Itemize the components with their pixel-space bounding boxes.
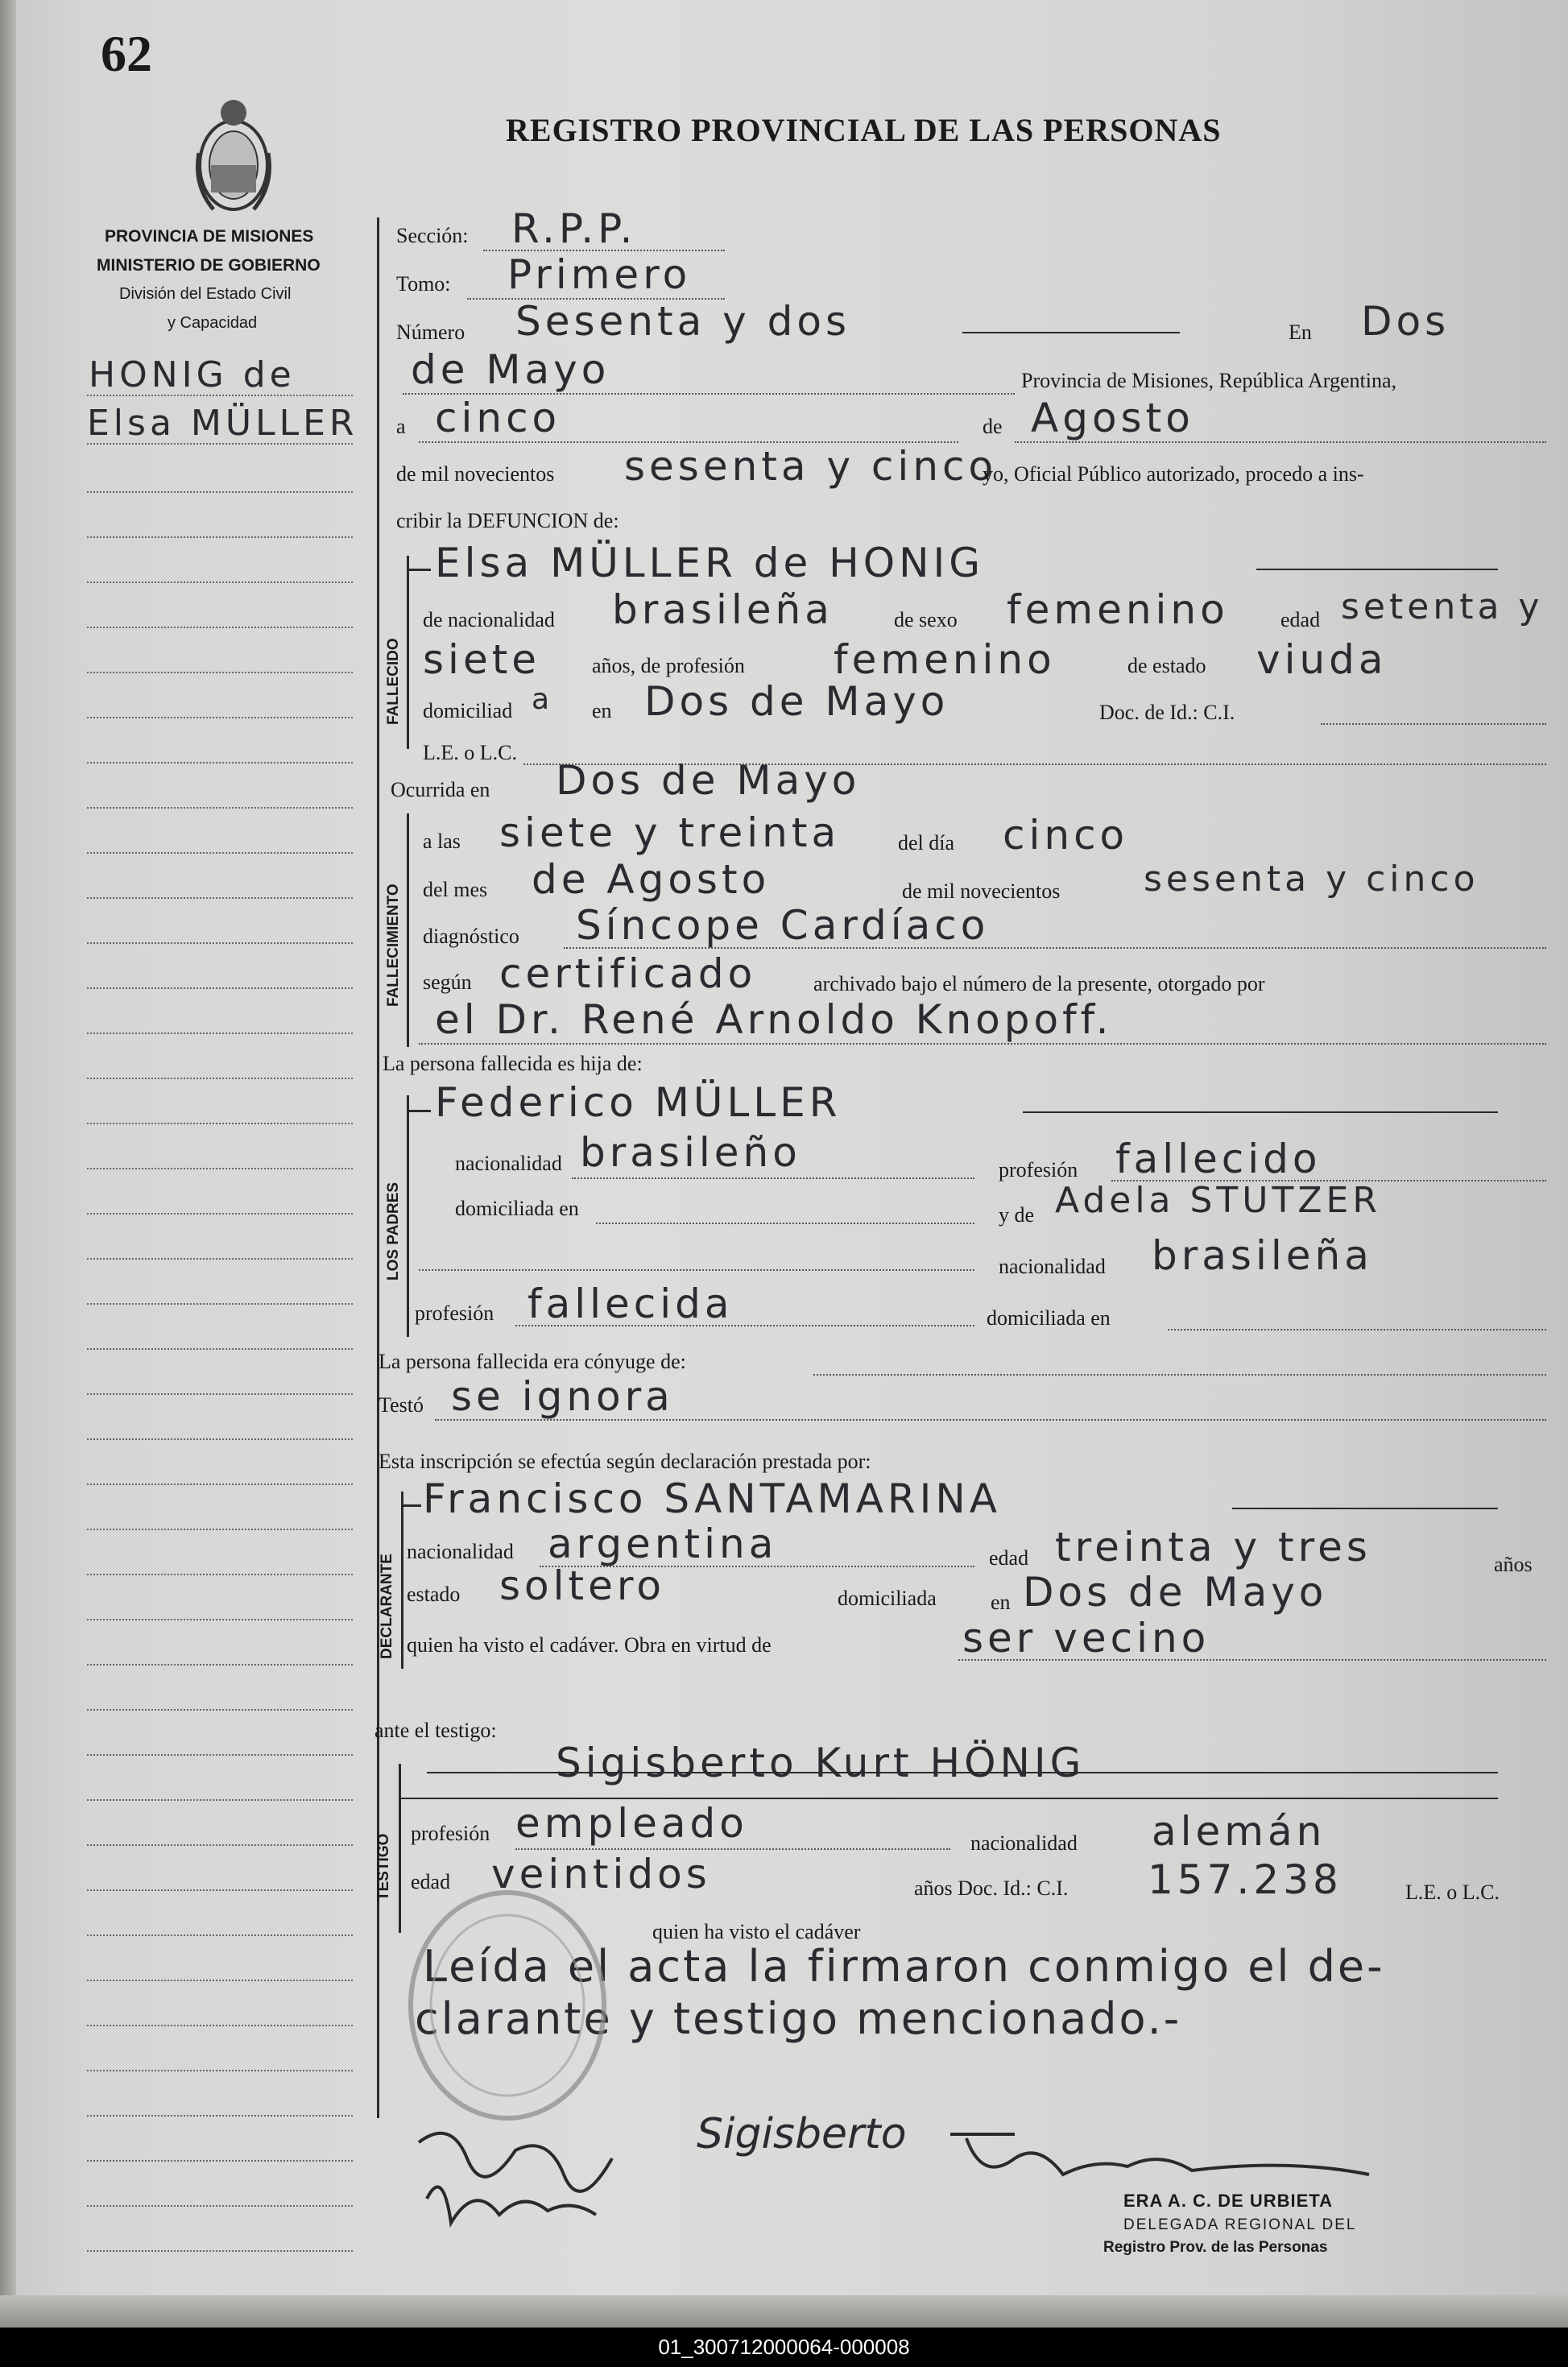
declaration-text: Esta inscripción se efectúa según declaración prestada por:	[379, 1450, 871, 1473]
margin-ruled-line	[87, 1799, 353, 1801]
margin-ruled-line	[87, 1574, 353, 1575]
signature-witness: Sigisberto	[697, 2110, 907, 2158]
nationality-value: brasileña	[612, 586, 834, 633]
margin-ruled-line	[87, 627, 353, 628]
stamp-line-2: DELEGADA REGIONAL DEL	[1123, 2216, 1357, 2233]
de-label: de	[983, 415, 1003, 438]
month-label: del mes	[423, 878, 488, 901]
margin-ruled-line	[87, 2025, 353, 2026]
margin-ruled-line	[87, 672, 353, 673]
margin-note-line-1: HONIG de	[89, 354, 296, 395]
year-label: de mil novecientos	[902, 879, 1061, 903]
sex-label: de sexo	[894, 608, 958, 631]
age-part1: setenta y	[1341, 586, 1544, 627]
tomo-label: Tomo:	[396, 272, 451, 296]
declarant-nationality-value: argentina	[548, 1521, 778, 1567]
margin-ruled-line	[87, 1213, 353, 1215]
place-value: de Mayo	[411, 346, 610, 393]
margin-ruled-line	[87, 807, 353, 809]
fallecimiento-side-label: FALLECIMIENTO	[385, 883, 402, 1007]
stamp-line-3: Registro Prov. de las Personas	[1103, 2239, 1328, 2256]
conyuge-label: La persona fallecida era cónyuge de:	[379, 1350, 686, 1373]
tomo-value: Primero	[507, 251, 692, 298]
diagnosis-label: diagnóstico	[423, 925, 519, 948]
year-value: sesenta y cinco	[624, 443, 998, 490]
official-text: yo, Oficial Público autorizado, procedo a ins-	[983, 462, 1364, 486]
civil-status-value: viuda	[1256, 636, 1388, 683]
doc-label: Doc. de Id.: C.I.	[1099, 701, 1235, 724]
org-line-4: y Capacidad	[168, 314, 258, 332]
time-value: siete y treinta	[499, 809, 841, 856]
le-label: L.E. o L.C.	[423, 741, 517, 764]
margin-ruled-line	[87, 2250, 353, 2252]
domicile-label: domiciliad	[423, 699, 513, 722]
declarant-age-value: treinta y tres	[1055, 1524, 1371, 1570]
mother-domicile-label: domiciliada en	[987, 1306, 1111, 1330]
witness-age-value: veintidos	[491, 1851, 711, 1897]
en-label: En	[1289, 321, 1312, 344]
declarant-age-label: edad	[989, 1546, 1029, 1570]
mother-profession-value: fallecida	[527, 1281, 734, 1327]
margin-ruled-line	[87, 1303, 353, 1305]
day-label: del día	[898, 831, 955, 855]
margin-ruled-line	[87, 897, 353, 899]
father-nationality-value: brasileño	[580, 1129, 801, 1176]
coat-of-arms-icon	[189, 89, 278, 217]
declarant-domicile-en: en	[991, 1591, 1011, 1614]
page-title: REGISTRO PROVINCIAL DE LAS PERSONAS	[506, 112, 1222, 148]
margin-ruled-line	[87, 1438, 353, 1440]
signature-scribbles-icon	[403, 2110, 1546, 2239]
witness-name: Sigisberto Kurt HÖNIG	[556, 1740, 1086, 1786]
padres-intro: La persona fallecida es hija de:	[383, 1052, 643, 1075]
sex-value: femenino	[1007, 586, 1229, 633]
witness-profession-label: profesión	[411, 1822, 490, 1845]
closing-line-2: clarante y testigo mencionado.-	[415, 1993, 1182, 2044]
closing-line-1: Leída el acta la firmaron conmigo el de-	[423, 1941, 1385, 1992]
image-id-footer: 01_300712000064-000008	[0, 2328, 1568, 2367]
margin-ruled-line	[87, 1935, 353, 1936]
father-profession-label: profesión	[999, 1158, 1078, 1181]
margin-ruled-line	[87, 1484, 353, 1485]
official-seal-icon	[403, 1885, 612, 2126]
month-value: Agosto	[1031, 395, 1194, 441]
civil-status-label: de estado	[1127, 654, 1206, 677]
margin-ruled-line	[87, 2160, 353, 2162]
page-edge	[0, 2295, 1568, 2328]
declarant-domicile-value: Dos de Mayo	[1023, 1569, 1328, 1616]
declarant-status-label: estado	[407, 1583, 461, 1606]
day-value: cinco	[1003, 812, 1129, 859]
witness-nationality-label: nacionalidad	[970, 1831, 1078, 1855]
witness-seen-label: quien ha visto el cadáver	[652, 1920, 861, 1943]
margin-ruled-line	[87, 1754, 353, 1756]
margin-ruled-line	[87, 762, 353, 763]
mother-name: Adela STUTZER	[1055, 1180, 1381, 1221]
year-label: de mil novecientos	[396, 462, 555, 486]
domicile-a: a	[532, 683, 554, 716]
declarante-side-label: DECLARANTE	[379, 1554, 395, 1659]
witness-le-label: L.E. o L.C.	[1405, 1881, 1500, 1904]
day-value: cinco	[435, 395, 561, 441]
padres-side-label: LOS PADRES	[385, 1181, 402, 1281]
margin-ruled-line	[87, 1078, 353, 1079]
declarant-status-value: soltero	[499, 1562, 665, 1609]
org-line-3: División del Estado Civil	[119, 285, 292, 303]
deceased-name: Elsa MÜLLER de HONIG	[435, 540, 984, 586]
page-number: 62	[101, 25, 152, 82]
margin-ruled-line	[87, 1032, 353, 1034]
time-label: a las	[423, 830, 461, 853]
witness-doc-value: 157.238	[1148, 1856, 1343, 1903]
archived-text: archivado bajo el número de la presente, otorgado por	[813, 972, 1265, 995]
margin-ruled-line	[87, 1348, 353, 1350]
diagnosis-value: Síncope Cardíaco	[576, 902, 990, 949]
margin-ruled-line	[87, 1980, 353, 1981]
a-label: a	[396, 415, 406, 438]
segun-label: según	[423, 970, 472, 994]
ocurrida-label: Ocurrida en	[391, 778, 490, 801]
margin-ruled-line	[87, 1619, 353, 1620]
domicile-en: en	[592, 699, 612, 722]
profession-value: femenino	[834, 636, 1056, 683]
doctor-value: el Dr. René Arnoldo Knopoff.	[435, 996, 1113, 1043]
witness-nationality-value: alemán	[1152, 1808, 1326, 1855]
margin-ruled-line	[87, 942, 353, 944]
father-profession-value: fallecido	[1115, 1136, 1322, 1182]
testigo-intro: ante el testigo:	[374, 1719, 497, 1742]
mother-nationality-label: nacionalidad	[999, 1255, 1106, 1278]
testo-value: se ignora	[451, 1373, 674, 1420]
mother-label: y de	[999, 1203, 1035, 1227]
profession-label: años, de profesión	[592, 654, 745, 677]
margin-ruled-line	[87, 2205, 353, 2207]
declarant-nationality-label: nacionalidad	[407, 1540, 514, 1563]
obra-label: quien ha visto el cadáver. Obra en virtud de	[407, 1633, 772, 1657]
book-spine	[0, 0, 16, 2328]
testo-label: Testó	[379, 1393, 424, 1417]
mother-nationality-value: brasileña	[1152, 1232, 1373, 1279]
en-value: Dos	[1361, 298, 1450, 345]
father-domicile-label: domiciliada en	[455, 1197, 579, 1220]
seccion-value: R.P.P.	[511, 205, 637, 252]
witness-age-label: edad	[411, 1870, 451, 1893]
segun-value: certificado	[499, 950, 757, 997]
declarant-name: Francisco SANTAMARINA	[423, 1475, 1001, 1522]
numero-value: Sesenta y dos	[515, 298, 851, 345]
margin-ruled-line	[87, 1393, 353, 1395]
stamp-name: ERA A. C. DE URBIETA	[1123, 2191, 1333, 2211]
witness-profession-value: empleado	[515, 1800, 748, 1847]
margin-ruled-line	[87, 1123, 353, 1124]
testigo-side-label: TESTIGO	[375, 1833, 392, 1901]
margin-ruled-line	[87, 717, 353, 718]
declarant-anos-label: años	[1494, 1553, 1533, 1576]
province-text: Provincia de Misiones, República Argentina,	[1021, 369, 1396, 392]
margin-ruled-line	[87, 581, 353, 583]
nationality-label: de nacionalidad	[423, 608, 555, 631]
margin-ruled-line	[87, 536, 353, 538]
margin-ruled-line	[87, 1709, 353, 1711]
margin-ruled-line	[87, 1529, 353, 1530]
seccion-label: Sección:	[396, 224, 469, 247]
margin-ruled-line	[87, 1889, 353, 1891]
age-part2: siete	[423, 636, 541, 683]
margin-ruled-line	[87, 1844, 353, 1846]
declarant-domicile-label: domiciliada	[838, 1587, 937, 1610]
mother-profession-label: profesión	[415, 1301, 494, 1325]
margin-ruled-line	[87, 491, 353, 493]
margin-ruled-line	[87, 1258, 353, 1260]
ocurrida-value: Dos de Mayo	[556, 757, 861, 804]
margin-ruled-line	[87, 1168, 353, 1169]
margin-ruled-line	[87, 2115, 353, 2117]
father-nationality-label: nacionalidad	[455, 1152, 562, 1175]
obra-value: ser vecino	[962, 1615, 1210, 1661]
month-value: de Agosto	[532, 856, 771, 903]
numero-label: Número	[396, 321, 465, 344]
fallecido-side-label: FALLECIDO	[385, 638, 402, 725]
margin-ruled-line	[87, 852, 353, 854]
domicile-value: Dos de Mayo	[644, 678, 949, 725]
witness-doc-label: años Doc. Id.: C.I.	[914, 1877, 1069, 1900]
year-value: sesenta y cinco	[1144, 859, 1479, 900]
org-line-2: MINISTERIO DE GOBIERNO	[97, 256, 321, 275]
margin-ruled-line	[87, 987, 353, 989]
org-line-1: PROVINCIA DE MISIONES	[105, 227, 314, 246]
margin-ruled-line	[87, 1664, 353, 1666]
margin-ruled-line	[87, 2070, 353, 2071]
age-label: edad	[1280, 608, 1321, 631]
margin-note-line-2: Elsa MÜLLER	[87, 403, 358, 444]
father-name: Federico MÜLLER	[435, 1079, 842, 1126]
inscribe-text: cribir la DEFUNCION de:	[396, 509, 619, 532]
